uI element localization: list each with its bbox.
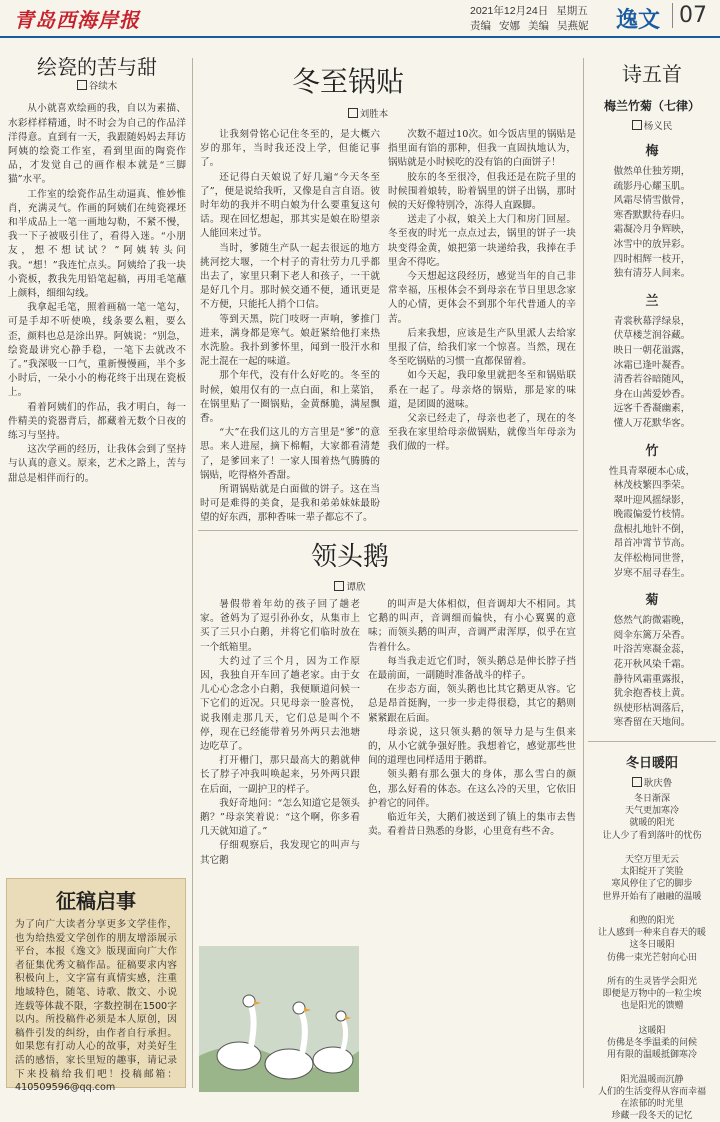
call-for-papers-box (6, 878, 186, 1094)
goose-head-icon (293, 1002, 305, 1014)
paragraph: 在步态方面，领头鹅也比其它鹅更从容。它总是昂首挺胸，一步一步走得很稳，其它的鹅则紧紧跟在后面。 (368, 684, 576, 724)
goose-head-icon (336, 1011, 346, 1021)
poem-body-mei (588, 165, 716, 282)
poem-line: 用有限的温暖抵御寒冷 (606, 1050, 697, 1061)
poem-line (588, 1013, 716, 1025)
article-2-col-1 (200, 128, 380, 526)
poem-line: 冬日渐深 (633, 794, 670, 804)
goose-head-icon (243, 995, 255, 1007)
poem-line: 寒风停住了它的脚步 (611, 879, 693, 890)
poem-title: 兰 (645, 293, 659, 309)
geese-illustration (199, 946, 359, 1092)
poem-line (588, 842, 716, 854)
editor-label: 责编 (470, 20, 491, 32)
poem-group-title: 梅兰竹菊（七律） (603, 99, 700, 113)
poem-line: 映日一朝花溢露， (613, 344, 691, 356)
issue-weekday: 星期五 (556, 5, 588, 17)
poem-line: 冰霜已逢叶凝香。 (613, 359, 691, 371)
article-1-title: 绘瓷的苦与甜 (37, 55, 157, 79)
goose-body-icon (313, 1047, 353, 1073)
poem-line: 伏草楼芝润谷藏。 (613, 330, 691, 342)
paragraph: 仔细观察后，我发现它的叫声与其它鹅 (200, 840, 360, 866)
poem-line: 世界开始有了融融的温暖 (602, 891, 702, 902)
paragraph: “大”在我们这儿的方言里是“爹”的意思。来人进屋，摘下棉帽，大家都看清楚了，是爹回来了！一家人围着热气腾腾的锅贴，吃得格外香甜。 (200, 427, 380, 481)
poem-line: 太阳绽开了笑脸 (620, 867, 684, 878)
poem-group-title: 冬日暖阳 (625, 756, 678, 771)
article-1 (8, 55, 186, 486)
poem-group-author: 杨义民 (588, 118, 716, 132)
newspaper-logo: 青岛西海岸报 (14, 8, 140, 32)
paragraph: 等到天黑，院门吱呀一声响，爹推门进来，满身都是寒气。娘赶紧给他打来热水洗脸。我扑到爹怀里，闻到一股汗水和泥土混在一起的味道。 (200, 313, 380, 368)
poem-line: 仿佛是冬季温柔的问候 (606, 1038, 697, 1049)
section-name: 逸文 (616, 8, 661, 33)
poem-line (588, 964, 716, 976)
article-2-header (198, 58, 578, 118)
poem-line: 独有清芬人间来。 (613, 268, 691, 280)
poem-line: 寒香留在天地间。 (613, 717, 691, 729)
article-2-author: 刘胜本 (158, 106, 578, 120)
poems-column-title: 诗五首 (622, 62, 682, 86)
paragraph: 让我刻骨铭心记住冬至的，是大概六岁的那年，当时我还没上学，但能记事了。 (200, 129, 380, 169)
notice-title: 征稿启事 (56, 889, 136, 913)
designer-label: 美编 (528, 20, 549, 32)
poem-line: 远客千香凝幽素， (613, 403, 691, 415)
poem-title: 菊 (645, 593, 659, 609)
poem-line: 阅伞东篱万朵香。 (613, 629, 691, 641)
paragraph: 还记得白天娘说了好几遍“今天冬至了”，便是说给我听，又像是自言自语。彼时年幼的我并不明白娘为什么要重复这句话。现在回忆想起，那其实是娘在盼望亲人能回来过节。 (200, 171, 380, 240)
poem-line: 风霜尽情雪傲骨， (613, 195, 691, 207)
notice-text: 为了向广大读者分享更多文学佳作，也为给热爱文学创作的朋友增添展示平台，本报《逸文》版现面向广大作者征集优秀文稿作品。征稿要求内容积极向上，文字富有真情实感，注重地域特色，随笔、诗歌、散文、小说连载等体裁不限，字数控制在1500字以内。所投稿件必须是本人原创，因稿件引发的纠纷，由作者自行承担。如果您有打动人心的故事，对美好生活的感悟，家长里短的趣事，请记录下来投稿给我们吧！投稿邮箱：410509596@qq.com (15, 919, 177, 1094)
poem-line: 就暖的阳光 (629, 818, 675, 829)
poem-line: 寒香默默待春归。 (613, 209, 691, 221)
paragraph: 胶东的冬至很冷，但我还是在院子里的时候围着娘转，盼着锅里的饼子出锅，那时候的天好像特别冷，冻得人直跺脚。 (388, 171, 576, 212)
poem-line: 晚霞偏爱竹枝情。 (613, 509, 691, 521)
page-number: 07 (672, 3, 707, 28)
paragraph: 看着阿姨们的作品，我才明白，每一件精美的瓷器背后，都藏着无数个日夜的练习与坚持。 (8, 401, 186, 442)
poem-line: 珍藏一段冬天的记忆 (611, 1111, 693, 1122)
paragraph: 我好奇地问：“怎么知道它是领头鹅？”母亲笑着说：“这个啊，你多看几天就知道了。” (200, 797, 360, 838)
poem-line: 疏影丹心耀玉肌。 (613, 180, 691, 192)
column-divider (583, 58, 584, 1088)
paragraph: 暑假带着年幼的孩子回了趟老家。爸妈为了逗引孙孙女，从集市上买了三只小白鹅，并将它们临时放在一个纸箱里。 (200, 599, 360, 653)
poem-body-zhu (588, 465, 716, 582)
paragraph: 后来我想，应该是生产队里派人去给家里报了信，给我们家一个惊喜。当然，现在冬至吃锅贴的习惯一直都保留着。 (388, 327, 576, 368)
article-3-header (300, 536, 400, 593)
poem-line: 霜凝冷月争辉映， (613, 224, 691, 236)
poem-line: 阳光温暖而沉静 (620, 1074, 684, 1085)
poem-line: 盘根扎地针不倒， (613, 523, 691, 535)
poem-line: 也是阳光的馈赠 (620, 1001, 684, 1012)
poem-line (588, 903, 716, 915)
poem-line: 让人感到一种来自春天的暖 (597, 928, 706, 939)
article-3-col-2 (368, 598, 576, 839)
paragraph: 我拿起毛笔，照着画稿一笔一笔勾，可是手却不听使唤，线条要么粗，要么歪，颜料也总是涂出界。阿姨说：“别急，绘瓷最讲究心静手稳，一笔下去就改不了。”我深吸一口气，重新慢慢画，半个多小时后，一朵小小的梅花终于出现在瓷板上。 (8, 302, 186, 399)
poems-column (588, 58, 716, 1122)
paragraph: 的叫声是大体相似，但音调却大不相同。其它鹅的叫声，音调细而偏快，有小心翼翼的意味；而领头鹅的叫声，音调严肃浑厚，似乎在宣告着什么。 (368, 599, 576, 653)
poem-line: 清香若谷暗随风， (613, 374, 691, 386)
paragraph: 每当我走近它们时，领头鹅总是伸长脖子挡在最前面，一副随时准备战斗的样子。 (368, 655, 576, 682)
paragraph: 如今天起，我印象里就把冬至和锅贴联系在一起了。母亲烙的锅贴，那是家的味道，是团圆的滋味。 (388, 370, 576, 410)
poem-line: 悠然气韵微霜晚， (613, 615, 691, 627)
poem-line: 所有的生灵皆学会阳光 (606, 977, 697, 988)
poem-line: 冰雪中的放异彩。 (613, 238, 691, 250)
paragraph: 领头鹅有那么强大的身体，那么雪白的颜色，那么好看的体态。在这么冷的天里，它依旧护着它的同伴。 (368, 769, 576, 809)
issue-info (470, 4, 597, 34)
paragraph: 打开栅门，那只最高大的鹅就伸长了脖子冲我叫唤起来，另外两只跟在后面，一副护卫的样子。 (200, 755, 360, 795)
article-divider (198, 530, 578, 531)
paragraph: 今天想起这段经历，感觉当年的自己非常幸福，压根体会不到母亲在节日里思念家人的心情，更体会不到那个年代普通人的辛苦。 (388, 271, 576, 325)
poem-line: 这暖阳 (638, 1025, 666, 1036)
poem-divider (588, 741, 716, 742)
article-3-col-1 (200, 598, 360, 868)
paragraph: 这次学画的经历，让我体会到了坚持与认真的意义。原来，艺术之路上，苦与甜总是相伴而行的。 (8, 444, 186, 484)
goose-body-icon (265, 1049, 313, 1079)
article-2-col-2 (388, 128, 576, 455)
poem-line: 花开秋风染千霜。 (613, 659, 691, 671)
paragraph: 父亲已经走了，母亲也老了，现在的冬至我在家里给母亲做锅贴，就像当年母亲为我们做的一样。 (388, 413, 576, 453)
poem-line: 林茂枝繁四季荣。 (613, 480, 691, 492)
poem-line: 犹余抱香枝上黄。 (613, 688, 691, 700)
poem-body-ju (588, 614, 716, 731)
article-1-author: 谷续木 (8, 80, 186, 94)
poem-line: 身在山茜爱妙香。 (613, 388, 691, 400)
poem-line: 翠叶迎风摇绿影， (613, 494, 691, 506)
issue-date: 2021年12月24日 (470, 5, 549, 17)
paragraph: 那个年代，没有什么好吃的。冬至的时候，娘用仅有的一点白面，和上菜馅，在锅里贴了一圈锅贴，金黄酥脆，满屋飘香。 (200, 370, 380, 425)
poem-line: 懂人万花默华客。 (613, 417, 691, 429)
poem-line (588, 1061, 716, 1073)
poem-line: 纵使形枯凋落后， (613, 702, 691, 714)
poem-line: 即便是万物中的一粒尘埃 (602, 989, 702, 1000)
poem-body-nuan (588, 793, 716, 1122)
article-3-author: 谭欣 (300, 579, 400, 593)
poem-line: 岁寒不屈寻春生。 (613, 567, 691, 579)
poem-line: 傲然单仕独芳期， (613, 166, 691, 177)
poem-line: 静待风霜重露报， (613, 673, 691, 685)
paragraph: 从小就喜欢绘画的我，自以为素描、水彩样样精通，时不时会为自己的作品洋洋得意。直到有一天，我跟随妈妈去拜访阿姨的绘瓷工作室，看到里面的陶瓷作品，才发觉自己的画作根本就是“三脚猫”水平。 (8, 103, 186, 186)
poem-line: 青裳秋幕浮绿泉， (613, 315, 691, 327)
poem-line: 叶浴苦寒凝金蕊， (613, 644, 691, 656)
poem-line: 天气更加寒冷 (624, 806, 679, 817)
poem-line: 和煦的阳光 (629, 916, 675, 927)
goose-body-icon (217, 1042, 261, 1070)
poem-group-author: 耿庆鲁 (588, 775, 716, 789)
poem-line: 仿佛一束光芒射向心田 (606, 952, 697, 963)
designer-name: 吴燕妮 (557, 20, 589, 32)
paragraph: 次数不超过10次。如今饭店里的锅贴是指里面有馅的那种，但我一直固执地认为，锅贴就是小时候吃的没有馅的白面饼子！ (388, 129, 576, 169)
paragraph: 所谓锅贴就是白面做的饼子。这在当时可是难得的美食，是我和弟弟妹妹最盼望的好东西，那种香味一辈子都忘不了。 (200, 484, 380, 524)
masthead (0, 0, 720, 38)
poem-title: 竹 (645, 443, 659, 459)
paragraph: 临近年关，大鹅们被送到了镇上的集市去售卖。看着昔日熟悉的身影，心里竟有些不舍。 (368, 812, 576, 838)
poem-line: 性具青翠硬本心成， (608, 465, 696, 477)
column-divider (192, 58, 193, 1088)
paragraph: 大约过了三个月，因为工作原因，我独自开车回了趟老家。由于女儿心心念念小白鹅，我便顺道问候一下它们的近况。只见母亲一脸喜悦，说我刚走那几天，它们总是叫个不停，现在已经能带着另外两只去池塘边吃草了。 (200, 655, 360, 753)
paragraph: 母亲说，这只领头鹅的领导力是与生俱来的，从小它就争强好胜。我想着它，感觉那些世间的道理也同样适用于鹅群。 (368, 726, 576, 767)
poem-line: 人们的生活变得从容而幸福 (597, 1086, 706, 1097)
article-3-title: 领头鹅 (310, 542, 389, 572)
poem-line: 天空万里无云 (624, 855, 679, 866)
poem-line: 友伴松梅同世誉， (613, 553, 691, 565)
editor-name: 安娜 (499, 20, 520, 32)
paragraph: 工作室的绘瓷作品生动逼真、惟妙惟肖，充满灵气。作画的阿姨们在纯瓷裸坯和半成品上一笔一画地勾勒，不紧不慢，我一下子被吸引住了，看得入迷。“小朋友，想不想试试？”阿姨转头问我。“想！”我连忙点头。阿姨给了我一块小瓷板，教我先用铅笔起稿，再用毛笔蘸上颜料，细细勾线。 (8, 188, 186, 300)
poem-line: 这冬日暖阳 (629, 940, 675, 951)
poem-line: 让人少了看到落叶的忧伤 (602, 830, 702, 841)
poem-body-lan (588, 315, 716, 432)
poem-line: 昂首冲霄节节高。 (613, 538, 691, 550)
poem-title: 梅 (645, 144, 659, 159)
paragraph: 当时，爹随生产队一起去很远的地方挑河挖大堰，一个村子的青壮劳力几乎都出去了，家里只剩下老人和孩子，一干就是好几个月。那时候交通不便，通讯更是不方便，只能托人捎个口信。 (200, 242, 380, 311)
article-2-title: 冬至锅贴 (291, 65, 404, 98)
poem-line: 在浓郁的时光里 (620, 1099, 684, 1110)
paragraph: 送走了小叔，娘关上大门和房门回屋。冬至夜的时光一点点过去，锅里的饼子一块块变得金黄，娘把第一块递给我，我捧在手里舍不得吃。 (388, 214, 576, 268)
poem-line: 四时相辉一枝开， (613, 253, 691, 265)
